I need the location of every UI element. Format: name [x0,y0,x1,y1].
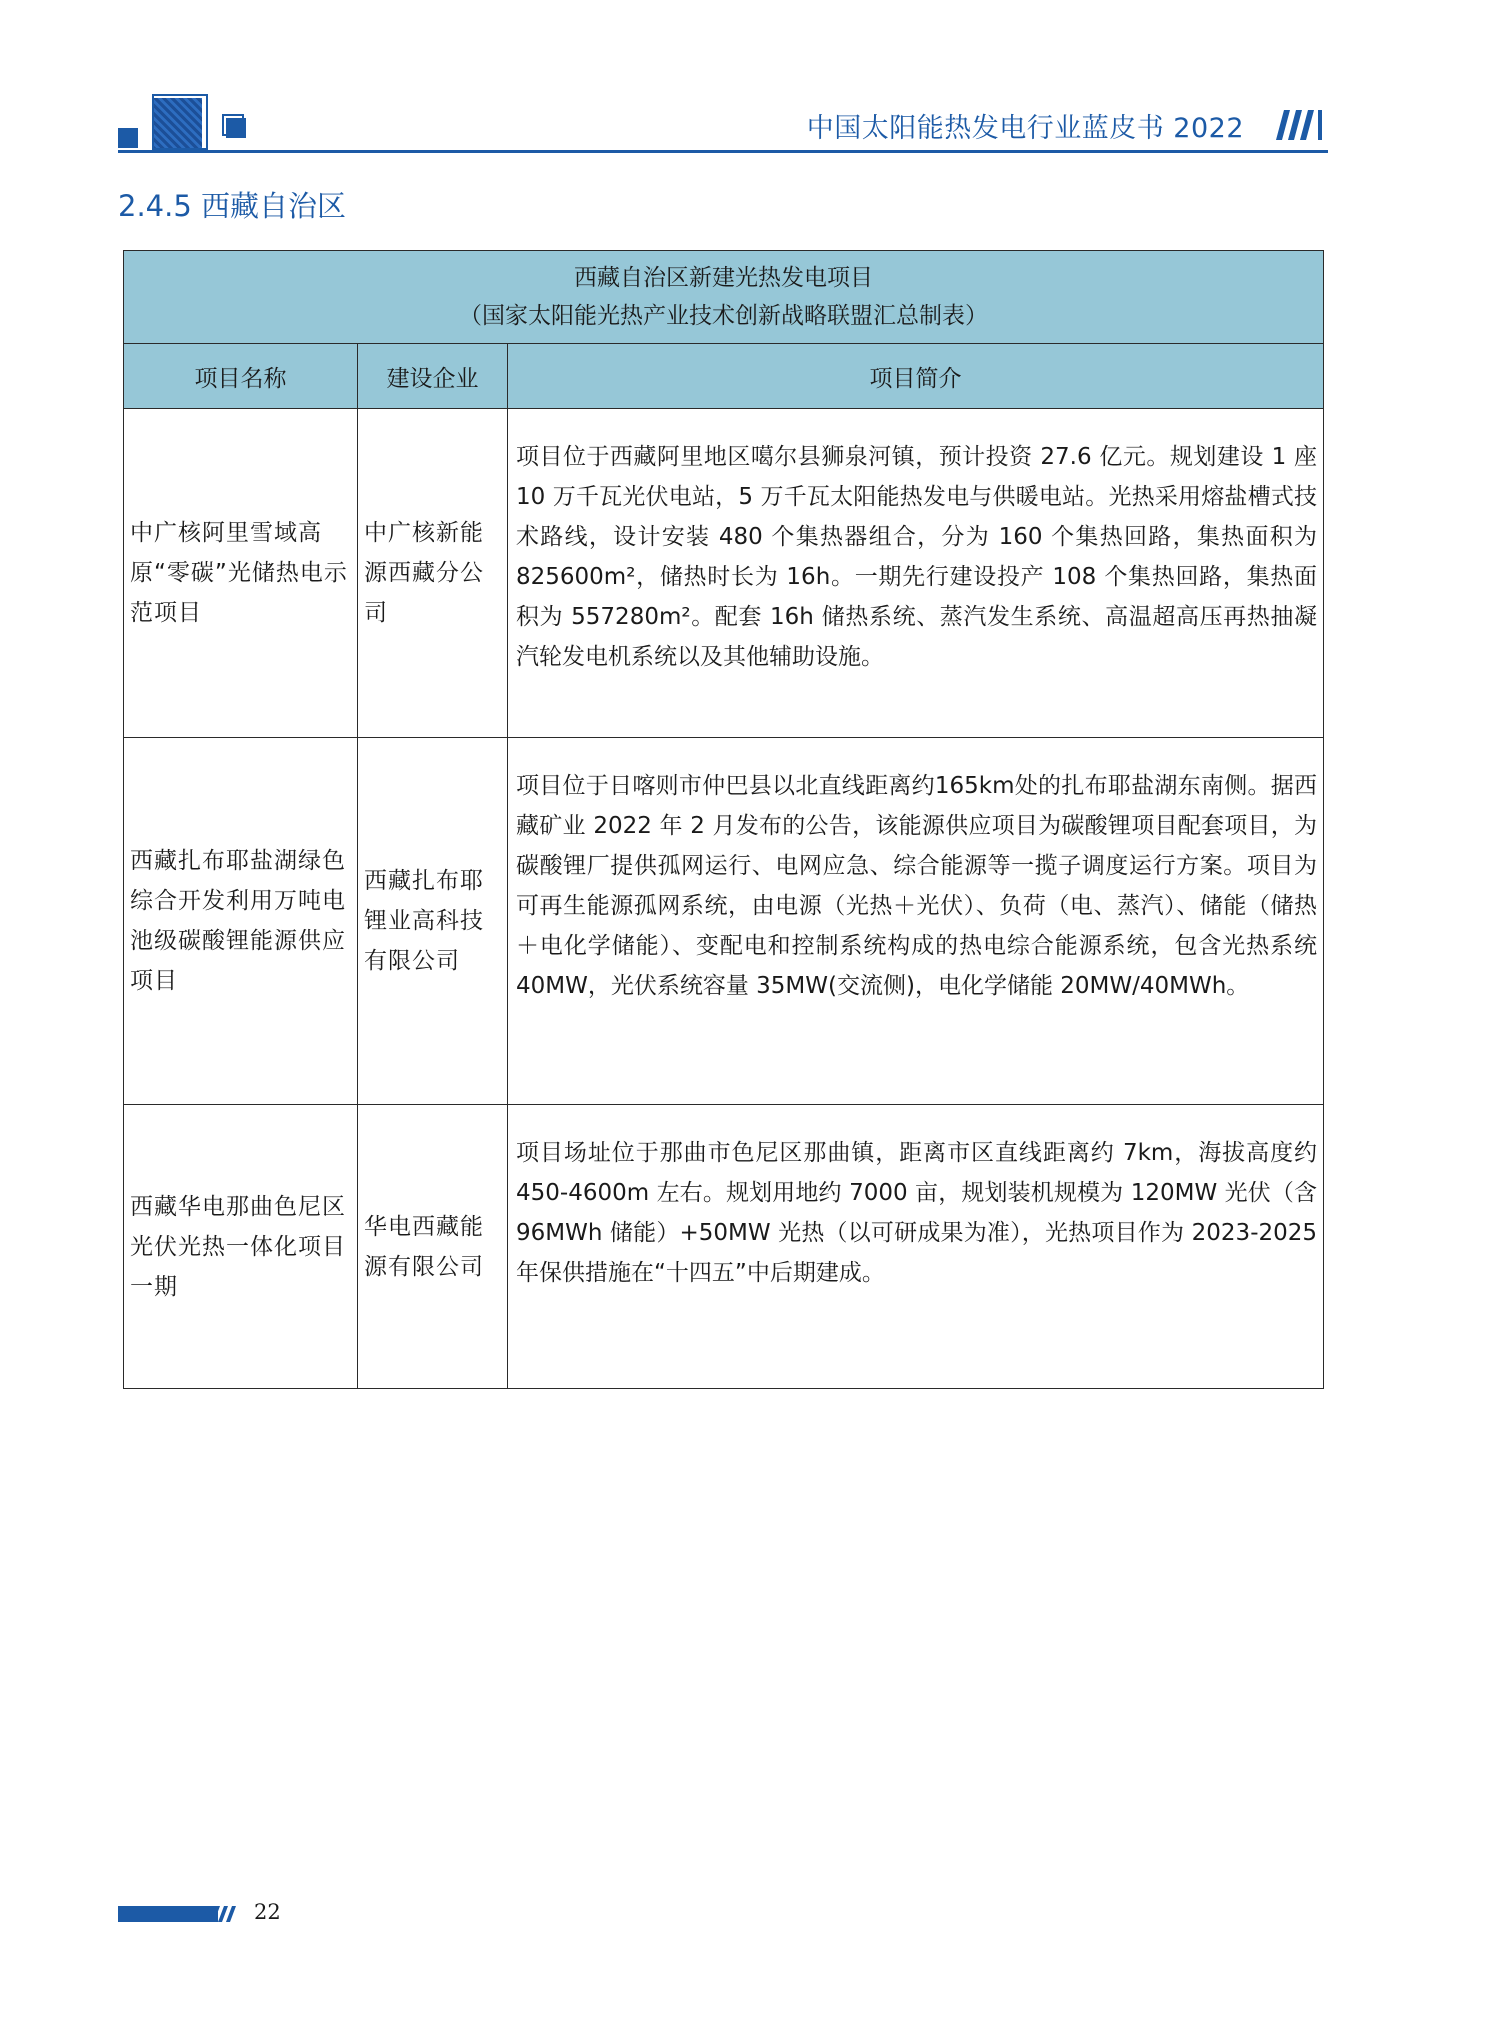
projects-table [123,250,1324,1389]
header-rule [118,150,1328,153]
project-company: 华电西藏能源有限公司 [358,1105,508,1389]
table-title-line1: 西藏自治区新建光热发电项目 [574,265,874,291]
section-heading: 2.4.5 西藏自治区 [118,189,347,223]
column-header-intro: 项目简介 [508,344,1324,409]
table-row [124,409,1324,738]
running-header-title: 中国太阳能热发电行业蓝皮书 2022 [806,113,1244,144]
table-row [124,1105,1324,1389]
project-intro: 项目位于日喀则市仲巴县以北直线距离约165km处的扎布耶盐湖东南侧。据西藏矿业 2022 年 2 月发布的公告，该能源供应项目为碳酸锂项目配套项目，为碳酸锂厂提供孤网运行、电网应急、综合能源等一揽子调度运行方案。项目为可再生能源孤网系统，由电源（光热＋光伏）、负荷（电、蒸汽）、储能（储热＋电化学储能）、变配电和控制系统构成的热电综合能源系统，包含光热系统 40MW，光伏系统容量 35MW(交流侧)，电化学储能 20MW/40MWh。 [508,738,1324,1105]
project-company: 中广核新能源西藏分公司 [358,409,508,738]
logo-square-outline [152,94,208,150]
table-row [124,738,1324,1105]
page-number: 22 [254,1900,281,1924]
project-name: 中广核阿里雪域高原“零碳”光储热电示范项目 [124,409,358,738]
table-title-line2: （国家太阳能光热产业技术创新战略联盟汇总制表） [459,303,989,329]
table-header-row [124,344,1324,409]
project-name: 西藏华电那曲色尼区光伏光热一体化项目一期 [124,1105,358,1389]
table-title [124,251,1324,344]
logo-square-right [226,118,246,138]
project-intro: 项目位于西藏阿里地区噶尔县狮泉河镇，预计投资 27.6 亿元。规划建设 1 座 10 万千瓦光伏电站，5 万千瓦太阳能热发电与供暖电站。光热采用熔盐槽式技术路线，设计安装 480 个集热器组合，分为 160 个集热回路，集热面积为 825600m²，储热时长为 16h。一期先行建设投产 108 个集热回路，集热面积为 557280m²。配套 16h 储热系统、蒸汽发生系统、高温超高压再热抽凝汽轮发电机系统以及其他辅助设施。 [508,409,1324,738]
project-name: 西藏扎布耶盐湖绿色综合开发利用万吨电池级碳酸锂能源供应项目 [124,738,358,1105]
logo-square-left [118,128,138,148]
column-header-name: 项目名称 [124,344,358,409]
column-header-company: 建设企业 [358,344,508,409]
project-intro: 项目场址位于那曲市色尼区那曲镇，距离市区直线距离约 7km，海拔高度约 450-4600m 左右。规划用地约 7000 亩，规划装机规模为 120MW 光伏（含 96MWh 储能）+50MW 光热（以可研成果为准），光热项目作为 2023-2025 年保供措施在“十四五”中后期建成。 [508,1105,1324,1389]
project-company: 西藏扎布耶锂业高科技有限公司 [358,738,508,1105]
footer-slash-stripes-icon [202,1906,236,1922]
table-title-row [124,251,1324,344]
slash-stripes-icon [1268,110,1324,140]
